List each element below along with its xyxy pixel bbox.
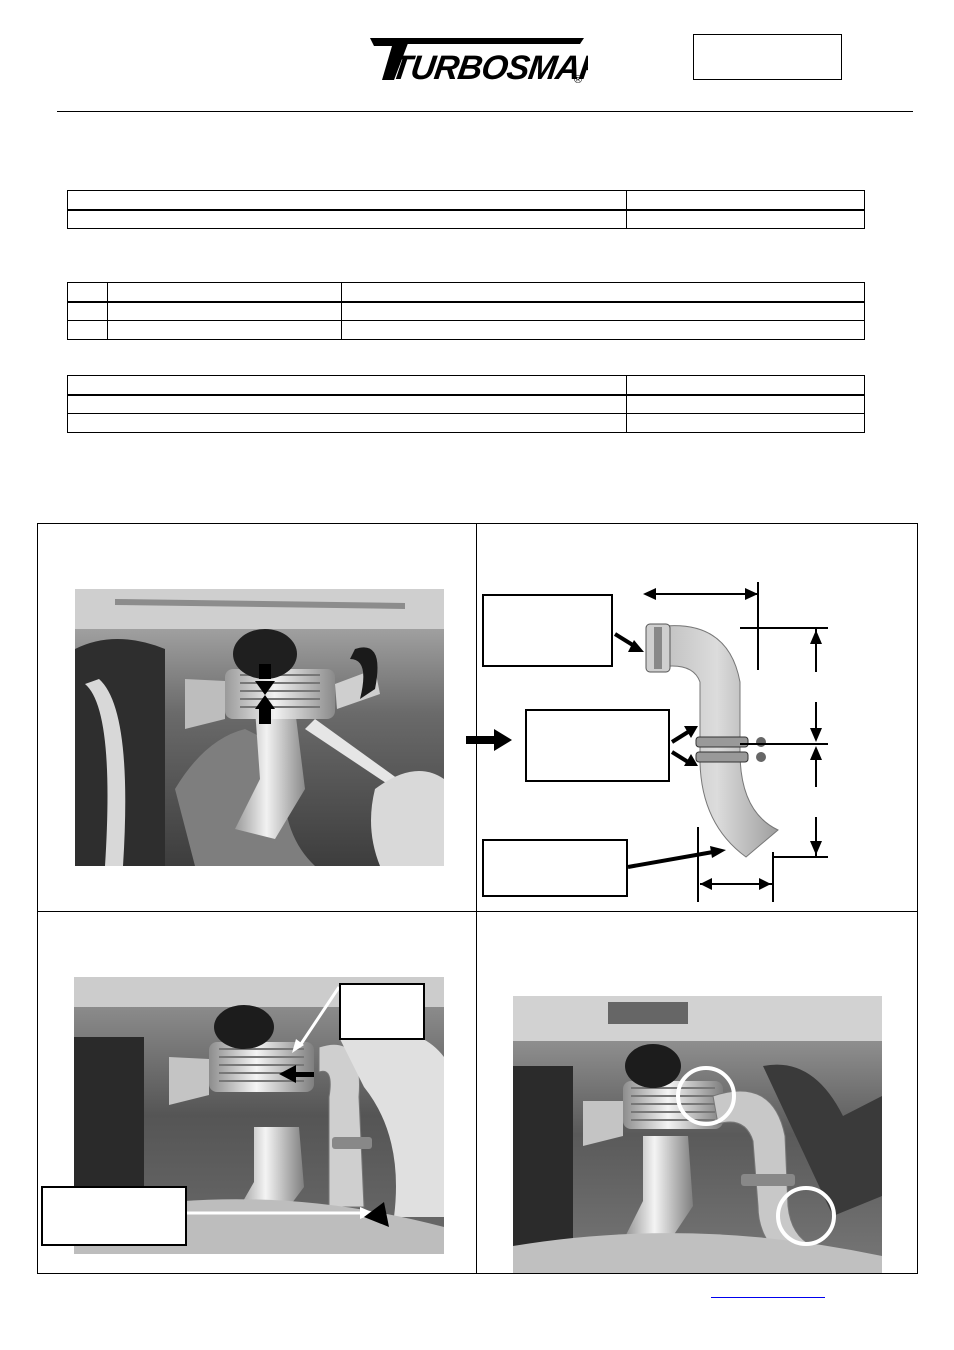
- table-row: [68, 302, 865, 321]
- table-cell: [68, 191, 627, 210]
- table-cell: [108, 283, 342, 302]
- table-cell: [68, 283, 108, 302]
- callout-box-hose-end: [482, 839, 628, 897]
- table-row: [68, 376, 865, 395]
- table-cell: [68, 210, 627, 229]
- panel-divider-vertical: [476, 523, 477, 1274]
- table-cell: [627, 395, 865, 414]
- header-divider: [57, 111, 913, 112]
- table-cell: [627, 376, 865, 395]
- callout-box-clamps: [525, 709, 670, 782]
- table-cell: [68, 414, 627, 433]
- table-cell: [108, 321, 342, 340]
- table-row: [68, 191, 865, 210]
- tools-table: [67, 375, 865, 433]
- registered-mark: ®: [574, 74, 583, 86]
- table-cell: [627, 414, 865, 433]
- table-cell: [68, 376, 627, 395]
- table-cell: [342, 302, 865, 321]
- table-row: [68, 283, 865, 302]
- table-cell: [68, 395, 627, 414]
- step-1-photo: [75, 589, 444, 866]
- parts-table: [67, 190, 865, 229]
- table-row: [68, 395, 865, 414]
- table-cell: [627, 210, 865, 229]
- table-cell: [342, 321, 865, 340]
- callout-box-flange: [482, 594, 613, 667]
- table-cell: [68, 302, 108, 321]
- callout-box-clamp: [41, 1186, 187, 1246]
- callout-box-valve: [339, 983, 425, 1040]
- kit-contents-table: [67, 282, 865, 340]
- step-4-photo: [513, 996, 882, 1273]
- brand-wordmark: TURBOSMART: [388, 49, 588, 86]
- table-cell: [108, 302, 342, 321]
- document-number-box: [693, 34, 842, 80]
- table-cell: [627, 191, 865, 210]
- table-row: [68, 414, 865, 433]
- turbosmart-logo: [366, 34, 588, 86]
- panel-divider-horizontal: [37, 911, 918, 912]
- table-cell: [68, 321, 108, 340]
- table-cell: [342, 283, 865, 302]
- table-row: [68, 321, 865, 340]
- footer-website-link[interactable]: [711, 1283, 825, 1298]
- table-row: [68, 210, 865, 229]
